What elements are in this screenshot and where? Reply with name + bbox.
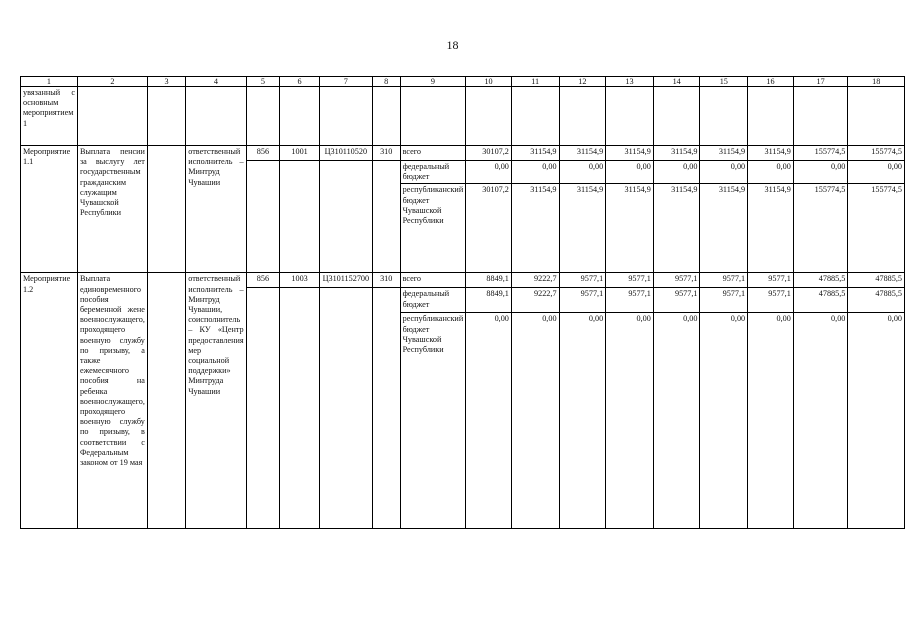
value-cell: 47885,5 <box>793 288 848 313</box>
value-cell: 155774,5 <box>793 184 848 273</box>
value-cell: 9577,1 <box>606 288 654 313</box>
value-cell: 9577,1 <box>653 288 700 313</box>
value-cell: 0,00 <box>559 161 606 184</box>
value-cell: 9577,1 <box>700 288 748 313</box>
value-cell: 9577,1 <box>748 288 794 313</box>
value-cell: 0,00 <box>848 161 905 184</box>
event-label: Мероприятие 1.2 <box>21 273 78 529</box>
table-row <box>21 273 905 288</box>
carryover-row <box>21 87 905 146</box>
value-cell: 31154,9 <box>511 146 559 161</box>
event-name: Выплата единовременного пособия беременной жене военнослужащего, проходящего военную службу по призыву, а также ежемесячного пособия на ребенка военнослужащего, проходящего военную службу по призыву, в соответствии с Федеральным законом от 19 мая <box>77 273 147 529</box>
event-label: Мероприятие 1.1 <box>21 146 78 273</box>
funding-source: федеральный бюджет <box>400 288 466 313</box>
executor: ответственный исполнитель – Минтруд Чувашии, соисполнитель – КУ «Центр предоставления мер социальной поддержки» Минтруда Чувашии <box>186 273 246 529</box>
carryover-text: увязанный с основным мероприятием 1 <box>21 87 78 146</box>
value-cell: 0,00 <box>466 161 512 184</box>
rzpr-code: 1003 <box>280 273 320 288</box>
col-number: 6 <box>280 77 320 87</box>
col-number: 16 <box>748 77 794 87</box>
value-cell: 0,00 <box>511 313 559 529</box>
value-cell: 47885,5 <box>848 273 905 288</box>
col-number: 8 <box>372 77 400 87</box>
rzpr-code: 1001 <box>280 146 320 161</box>
page-number: 18 <box>446 38 459 52</box>
csr-code: Ц3101152700 <box>319 273 372 288</box>
funding-source: всего <box>400 273 466 288</box>
value-cell: 9222,7 <box>511 273 559 288</box>
value-cell: 31154,9 <box>700 184 748 273</box>
col-number: 10 <box>466 77 512 87</box>
col-number: 1 <box>21 77 78 87</box>
value-cell: 31154,9 <box>606 146 654 161</box>
column-numbers-row <box>21 77 905 87</box>
budget-table <box>20 76 905 529</box>
value-cell: 0,00 <box>748 313 794 529</box>
col-number: 7 <box>319 77 372 87</box>
col-number: 9 <box>400 77 466 87</box>
col-number: 18 <box>848 77 905 87</box>
value-cell: 0,00 <box>793 313 848 529</box>
value-cell: 31154,9 <box>748 184 794 273</box>
col-number: 14 <box>653 77 700 87</box>
value-cell: 31154,9 <box>700 146 748 161</box>
value-cell: 9577,1 <box>748 273 794 288</box>
col-number: 12 <box>559 77 606 87</box>
value-cell: 31154,9 <box>653 184 700 273</box>
value-cell: 9222,7 <box>511 288 559 313</box>
value-cell: 31154,9 <box>559 184 606 273</box>
value-cell: 8849,1 <box>466 273 512 288</box>
csr-code: Ц310110520 <box>319 146 372 161</box>
col-number: 17 <box>793 77 848 87</box>
value-cell: 47885,5 <box>793 273 848 288</box>
col-number: 4 <box>186 77 246 87</box>
value-cell: 9577,1 <box>559 273 606 288</box>
value-cell: 0,00 <box>653 313 700 529</box>
vr-code: 310 <box>372 273 400 288</box>
grbs-code: 856 <box>246 273 280 288</box>
value-cell: 31154,9 <box>559 146 606 161</box>
value-cell: 0,00 <box>748 161 794 184</box>
value-cell: 0,00 <box>559 313 606 529</box>
funding-source: федеральный бюджет <box>400 161 466 184</box>
value-cell: 155774,5 <box>848 184 905 273</box>
value-cell: 9577,1 <box>559 288 606 313</box>
value-cell: 0,00 <box>466 313 512 529</box>
value-cell: 8849,1 <box>466 288 512 313</box>
value-cell: 31154,9 <box>511 184 559 273</box>
value-cell: 0,00 <box>653 161 700 184</box>
table-row <box>21 146 905 161</box>
value-cell: 0,00 <box>606 161 654 184</box>
value-cell: 47885,5 <box>848 288 905 313</box>
value-cell: 155774,5 <box>793 146 848 161</box>
value-cell: 0,00 <box>606 313 654 529</box>
col-number: 11 <box>511 77 559 87</box>
funding-source: республиканский бюджет Чувашской Республики <box>400 184 466 273</box>
value-cell: 30107,2 <box>466 184 512 273</box>
value-cell: 155774,5 <box>848 146 905 161</box>
col3-cell <box>147 146 185 273</box>
value-cell: 9577,1 <box>653 273 700 288</box>
value-cell: 0,00 <box>793 161 848 184</box>
col-number: 2 <box>77 77 147 87</box>
value-cell: 30107,2 <box>466 146 512 161</box>
col-number: 3 <box>147 77 185 87</box>
value-cell: 31154,9 <box>653 146 700 161</box>
value-cell: 0,00 <box>511 161 559 184</box>
col3-cell <box>147 273 185 529</box>
col-number: 13 <box>606 77 654 87</box>
value-cell: 0,00 <box>848 313 905 529</box>
value-cell: 0,00 <box>700 161 748 184</box>
value-cell: 9577,1 <box>700 273 748 288</box>
funding-source: республиканский бюджет Чувашской Республики <box>400 313 466 529</box>
col-number: 5 <box>246 77 280 87</box>
value-cell: 31154,9 <box>748 146 794 161</box>
funding-source: всего <box>400 146 466 161</box>
col-number: 15 <box>700 77 748 87</box>
value-cell: 0,00 <box>700 313 748 529</box>
value-cell: 31154,9 <box>606 184 654 273</box>
executor: ответственный исполнитель – Минтруд Чувашии <box>186 146 246 273</box>
event-name: Выплата пенсии за выслугу лет государственным гражданским служащим Чувашской Республики <box>77 146 147 273</box>
value-cell: 9577,1 <box>606 273 654 288</box>
vr-code: 310 <box>372 146 400 161</box>
grbs-code: 856 <box>246 146 280 161</box>
